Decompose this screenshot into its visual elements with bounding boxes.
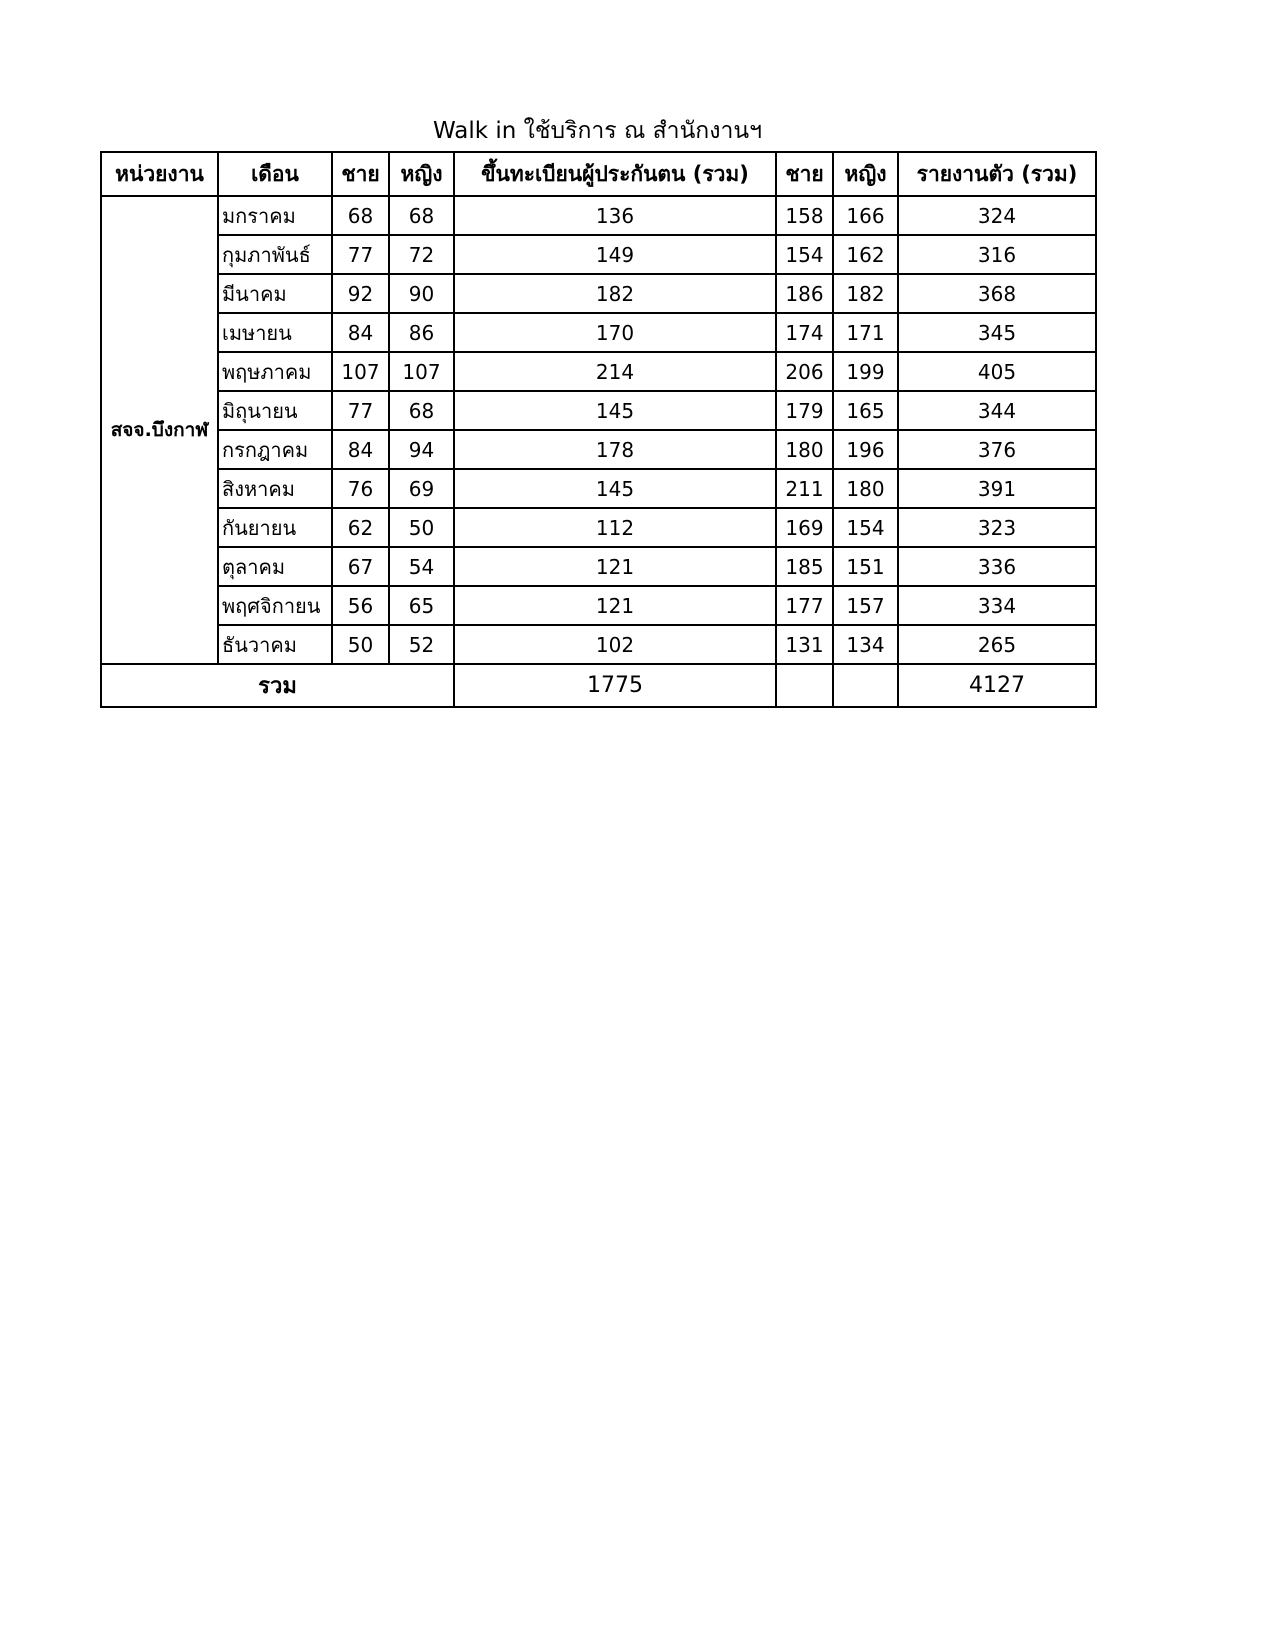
rep-male-cell: 174: [776, 313, 833, 352]
reg-total-cell: 149: [454, 235, 776, 274]
reg-total-cell: 145: [454, 391, 776, 430]
rep-female-cell: 182: [833, 274, 898, 313]
header-rep-male: ชาย: [776, 152, 833, 196]
rep-female-cell: 180: [833, 469, 898, 508]
rep-male-cell: 169: [776, 508, 833, 547]
rep-female-cell: 151: [833, 547, 898, 586]
rep-total-cell: 334: [898, 586, 1096, 625]
rep-female-cell: 165: [833, 391, 898, 430]
month-cell: กรกฎาคม: [218, 430, 332, 469]
reg-female-cell: 86: [389, 313, 454, 352]
reg-female-cell: 69: [389, 469, 454, 508]
reg-female-cell: 90: [389, 274, 454, 313]
total-reg-total: 1775: [454, 664, 776, 707]
month-cell: พฤศจิกายน: [218, 586, 332, 625]
reg-male-cell: 92: [332, 274, 389, 313]
reg-female-cell: 107: [389, 352, 454, 391]
reg-male-cell: 68: [332, 196, 389, 235]
month-cell: สิงหาคม: [218, 469, 332, 508]
rep-male-cell: 179: [776, 391, 833, 430]
table-row: [101, 313, 1096, 352]
month-cell: กันยายน: [218, 508, 332, 547]
rep-male-cell: 177: [776, 586, 833, 625]
rep-total-cell: 376: [898, 430, 1096, 469]
reg-total-cell: 121: [454, 586, 776, 625]
reg-total-cell: 170: [454, 313, 776, 352]
rep-male-cell: 185: [776, 547, 833, 586]
table-row: [101, 196, 1096, 235]
month-cell: มิถุนายน: [218, 391, 332, 430]
reg-female-cell: 68: [389, 391, 454, 430]
walk-in-table: [100, 151, 1097, 708]
table-row: [101, 625, 1096, 664]
reg-male-cell: 107: [332, 352, 389, 391]
reg-total-cell: 214: [454, 352, 776, 391]
rep-male-cell: 206: [776, 352, 833, 391]
rep-total-cell: 368: [898, 274, 1096, 313]
month-cell: พฤษภาคม: [218, 352, 332, 391]
reg-male-cell: 67: [332, 547, 389, 586]
reg-female-cell: 50: [389, 508, 454, 547]
rep-total-cell: 336: [898, 547, 1096, 586]
table-row: [101, 430, 1096, 469]
reg-total-cell: 145: [454, 469, 776, 508]
total-rep-female: [833, 664, 898, 707]
table-row: [101, 508, 1096, 547]
table-row: [101, 274, 1096, 313]
rep-female-cell: 166: [833, 196, 898, 235]
rep-total-cell: 344: [898, 391, 1096, 430]
reg-male-cell: 62: [332, 508, 389, 547]
total-row: [101, 664, 1096, 707]
reg-total-cell: 182: [454, 274, 776, 313]
header-reg-male: ชาย: [332, 152, 389, 196]
reg-male-cell: 50: [332, 625, 389, 664]
reg-male-cell: 84: [332, 430, 389, 469]
rep-male-cell: 131: [776, 625, 833, 664]
reg-total-cell: 121: [454, 547, 776, 586]
month-cell: มกราคม: [218, 196, 332, 235]
reg-total-cell: 136: [454, 196, 776, 235]
reg-female-cell: 54: [389, 547, 454, 586]
rep-female-cell: 199: [833, 352, 898, 391]
reg-total-cell: 112: [454, 508, 776, 547]
rep-female-cell: 134: [833, 625, 898, 664]
rep-male-cell: 211: [776, 469, 833, 508]
rep-male-cell: 186: [776, 274, 833, 313]
rep-male-cell: 180: [776, 430, 833, 469]
rep-female-cell: 162: [833, 235, 898, 274]
rep-female-cell: 154: [833, 508, 898, 547]
header-reg-total: ขึ้นทะเบียนผู้ประกันตน (รวม): [454, 152, 776, 196]
reg-female-cell: 52: [389, 625, 454, 664]
rep-female-cell: 157: [833, 586, 898, 625]
reg-male-cell: 84: [332, 313, 389, 352]
reg-male-cell: 77: [332, 235, 389, 274]
rep-female-cell: 171: [833, 313, 898, 352]
month-cell: กุมภาพันธ์: [218, 235, 332, 274]
table-row: [101, 391, 1096, 430]
reg-female-cell: 72: [389, 235, 454, 274]
rep-male-cell: 154: [776, 235, 833, 274]
header-reg-female: หญิง: [389, 152, 454, 196]
reg-male-cell: 77: [332, 391, 389, 430]
total-label: รวม: [101, 664, 454, 707]
rep-total-cell: 391: [898, 469, 1096, 508]
rep-total-cell: 405: [898, 352, 1096, 391]
month-cell: มีนาคม: [218, 274, 332, 313]
rep-total-cell: 324: [898, 196, 1096, 235]
reg-total-cell: 178: [454, 430, 776, 469]
table-row: [101, 352, 1096, 391]
reg-male-cell: 56: [332, 586, 389, 625]
rep-total-cell: 265: [898, 625, 1096, 664]
total-rep-total: 4127: [898, 664, 1096, 707]
reg-male-cell: 76: [332, 469, 389, 508]
reg-female-cell: 68: [389, 196, 454, 235]
table-row: [101, 547, 1096, 586]
header-month: เดือน: [218, 152, 332, 196]
unit-cell: สจจ.บึงกาฬ: [101, 196, 218, 664]
total-rep-male: [776, 664, 833, 707]
header-rep-female: หญิง: [833, 152, 898, 196]
month-cell: เมษายน: [218, 313, 332, 352]
document-title: Walk in ใช้บริการ ณ สำนักงานฯ: [433, 118, 762, 144]
rep-total-cell: 323: [898, 508, 1096, 547]
header-unit: หน่วยงาน: [101, 152, 218, 196]
rep-total-cell: 316: [898, 235, 1096, 274]
reg-female-cell: 65: [389, 586, 454, 625]
reg-total-cell: 102: [454, 625, 776, 664]
header-row: [101, 152, 1096, 196]
rep-female-cell: 196: [833, 430, 898, 469]
month-cell: ตุลาคม: [218, 547, 332, 586]
rep-male-cell: 158: [776, 196, 833, 235]
reg-female-cell: 94: [389, 430, 454, 469]
header-rep-total: รายงานตัว (รวม): [898, 152, 1096, 196]
table-row: [101, 469, 1096, 508]
rep-total-cell: 345: [898, 313, 1096, 352]
table-row: [101, 235, 1096, 274]
table-row: [101, 586, 1096, 625]
month-cell: ธันวาคม: [218, 625, 332, 664]
